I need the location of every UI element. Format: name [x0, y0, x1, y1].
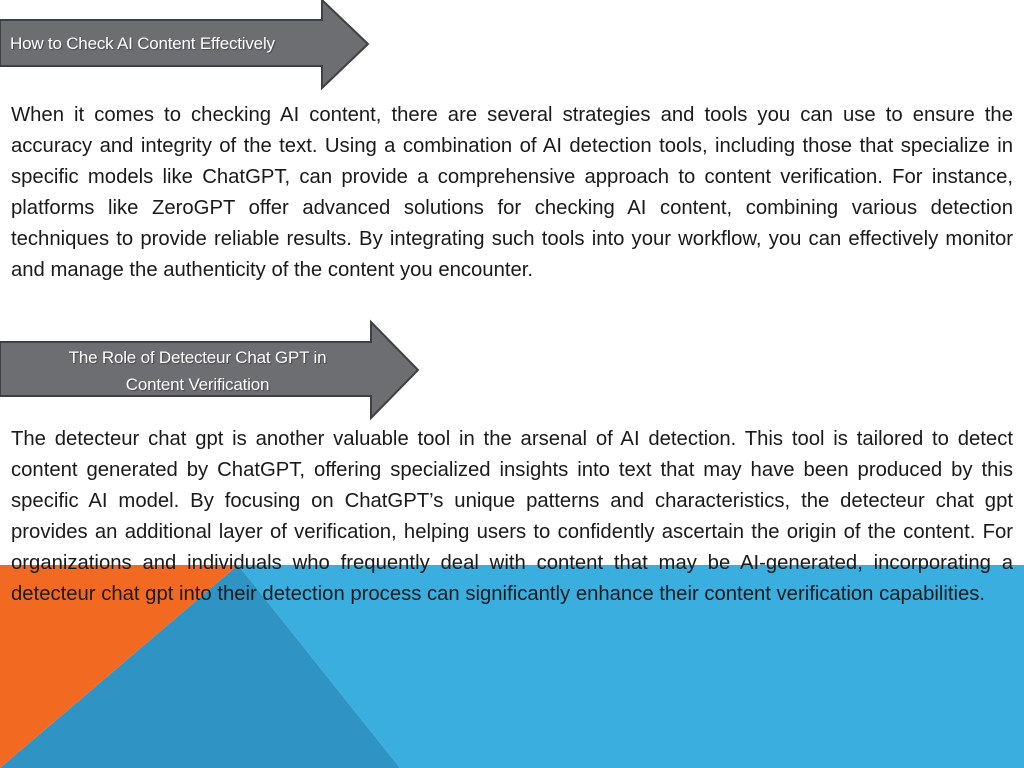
section-heading — [0, 344, 395, 398]
section-heading-line-2: Content Verification — [125, 375, 270, 394]
section-heading-line-1: The Role of Detecteur Chat GPT in — [68, 348, 327, 367]
section-body-paragraph-2: The detecteur chat gpt is another valuable tool in the arsenal of AI detection. This tool is tailored to detect content generated by ChatGPT, offering specialized insights into text that may have been produced by this specific AI model. By focusing on ChatGPT’s unique patterns and characteristics, the detecteur chat gpt provides an additional layer of verification, helping users to confidently ascertain the origin of the content. For organizations and individuals who frequently deal with content that may be AI-generated, incorporating a detecteur chat gpt into their detection process can significantly enhance their content verification capabilities. — [11, 428, 1013, 605]
section-body-paragraph-1: When it comes to checking AI content, there are several strategies and tools you can use to ensure the accuracy and integrity of the text. Using a combination of AI detection tools, including those that specialize in specific models like ChatGPT, can provide a comprehensive approach to content verification. For instance, platforms like ZeroGPT offer advanced solutions for checking AI content, combining various detection techniques to provide reliable results. By integrating such tools into your workflow, you can effectively monitor and manage the authenticity of the content you encounter. — [11, 104, 1013, 281]
section-heading: How to Check AI Content Effectively — [10, 34, 275, 53]
section-heading-arrow-2 — [0, 322, 420, 420]
section-heading-arrow-1 — [0, 0, 370, 88]
